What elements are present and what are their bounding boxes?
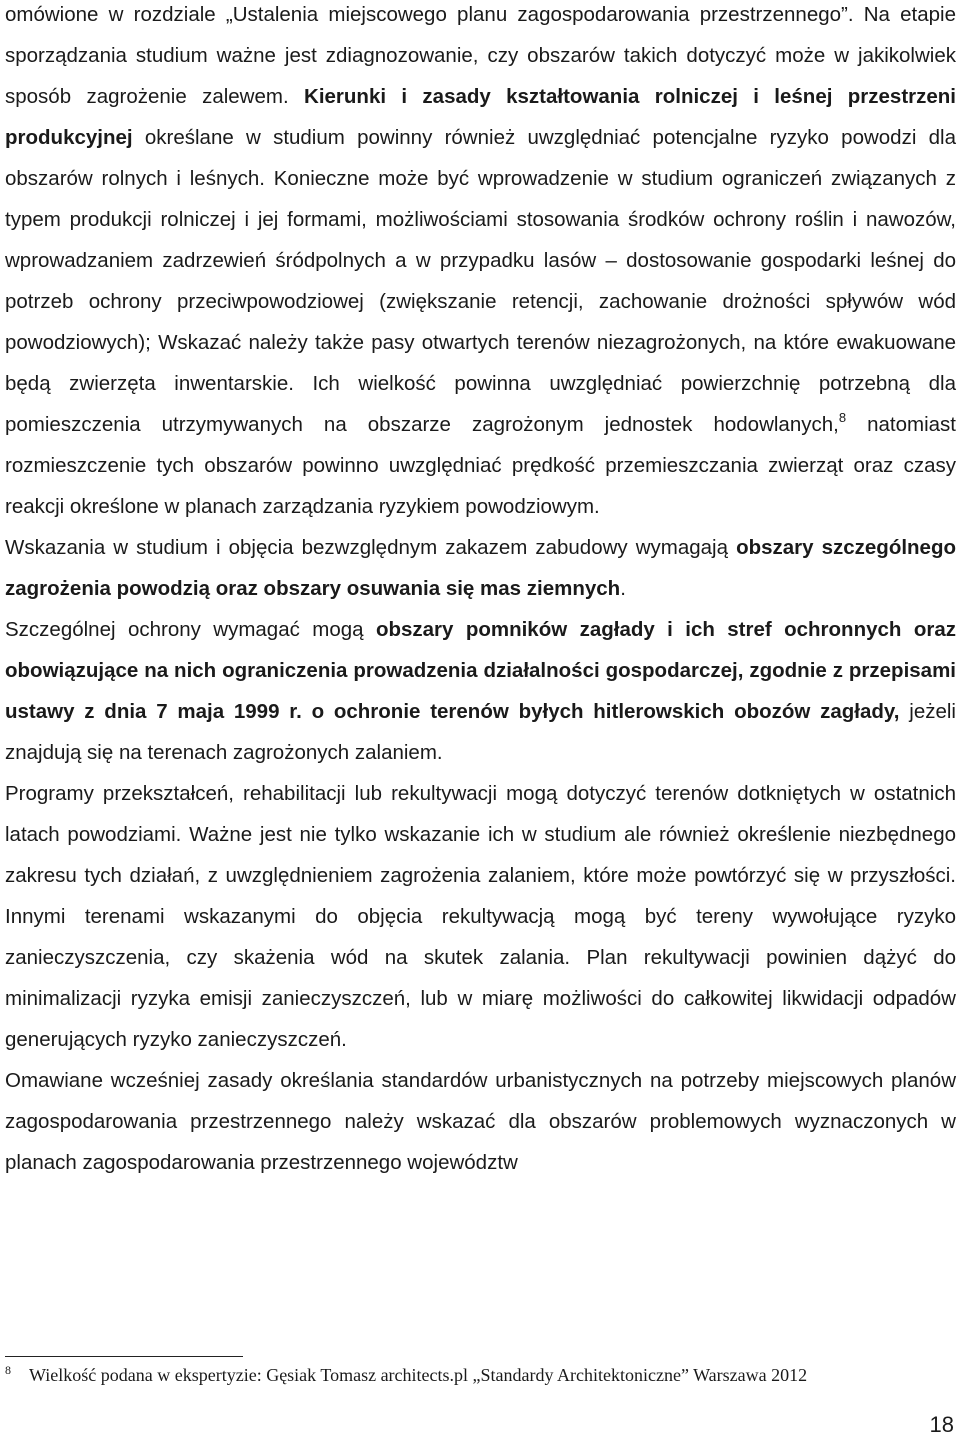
paragraph bbox=[5, 0, 956, 527]
text-segment: . bbox=[620, 577, 626, 600]
text-segment: Programy przekształceń, rehabilitacji lub rekultywacji mogą dotyczyć terenów dotkniętych w ostatnich latach powodziami. Ważne jest nie tylko wskazanie ich w studium ale również określenie niezbędnego zakresu tych działań, z uwzględnieniem zagrożenia zalaniem, które może powtórzyć się w przyszłości. Innymi terenami wskazanymi do objęcia rekultywacją mogą być tereny wywołujące ryzyko zanieczyszczenia, czy skażenia wód na skutek zalania. Plan rekultywacji powinien dążyć do minimalizacji ryzyka emisji zanieczyszczeń, lub w miarę możliwości do całkowitej likwidacji odpadów generujących ryzyko zanieczyszczeń. bbox=[5, 782, 956, 1051]
footnote bbox=[5, 1364, 956, 1386]
footnote-number: 8 bbox=[5, 1363, 11, 1377]
text-segment: Wskazania w studium i objęcia bezwzględnym zakazem zabudowy wymagają bbox=[5, 536, 737, 559]
page-number: 18 bbox=[929, 1412, 954, 1437]
text-segment: określane w studium powinny również uwzględniać potencjalne ryzyko powodzi dla obszarów rolnych i leśnych. Konieczne może być wprowadzenie w studium ograniczeń związanych z typem produkcji rolniczej i jej formami, możliwościami stosowania środków ochrony roślin i nawozów, wprowadzaniem zadrzewień śródpolnych a w przypadku lasów – dostosowanie gospodarki leśnej do potrzeb ochrony przeciwpowodziowej (zwiększanie retencji, zachowanie drożności spływów wód powodziowych); Wskazać należy także pasy otwartych terenów niezagrożonych, na które ewakuowane będą zwierzęta inwentarskie. Ich wielkość powinna uwzględniać powierzchnię potrzebną dla pomieszczenia utrzymywanych na obszarze zagrożonym jednostek hodowlanych, bbox=[5, 126, 956, 436]
footnote-reference: 8 bbox=[838, 410, 847, 425]
text-segment: Szczególnej ochrony wymagać mogą bbox=[5, 618, 376, 641]
paragraph bbox=[5, 527, 956, 609]
body-text bbox=[5, 0, 956, 1183]
paragraph bbox=[5, 773, 956, 1060]
text-segment: jeżeli znajdują się na terenach zagrożonych zalaniem. bbox=[5, 700, 956, 764]
text-segment: natomiast rozmieszczenie tych obszarów powinno uwzględniać prędkość przemieszczania zwierząt oraz czasy reakcji określone w planach zarządzania ryzykiem powodziowym. bbox=[5, 413, 956, 518]
footnote-separator bbox=[5, 1356, 243, 1357]
bold-text: obszary pomników zagłady i ich stref ochronnych oraz obowiązujące na nich ograniczenia prowadzenia działalności gospodarczej, zgodnie z przepisami ustawy z dnia 7 maja 1999 r. o ochronie terenów byłych hitlerowskich obozów zagłady, bbox=[5, 618, 956, 723]
text-segment: Omawiane wcześniej zasady określania standardów urbanistycznych na potrzeby miejscowych planów zagospodarowania przestrzennego należy wskazać dla obszarów problemowych wyznaczonych w planach zagospodarowania przestrzennego województw bbox=[5, 1069, 956, 1174]
paragraph bbox=[5, 609, 956, 773]
bold-text: obszary szczególnego zagrożenia powodzią oraz obszary osuwania się mas ziemnych bbox=[5, 536, 957, 600]
bold-text: Kierunki i zasady kształtowania rolniczej i leśnej przestrzeni produkcyjnej bbox=[5, 85, 956, 149]
text-segment: omówione w rozdziale „Ustalenia miejscowego planu zagospodarowania przestrzennego”. Na etapie sporządzania studium ważne jest zdiagnozowanie, czy obszarów takich dotyczyć może w jakikolwiek sposób zagrożenie zalewem. bbox=[5, 3, 956, 108]
paragraph bbox=[5, 1060, 956, 1183]
footnote-text: Wielkość podana w ekspertyzie: Gęsiak Tomasz architects.pl „Standardy Architektoniczne” Warszawa 2012 bbox=[29, 1365, 808, 1385]
